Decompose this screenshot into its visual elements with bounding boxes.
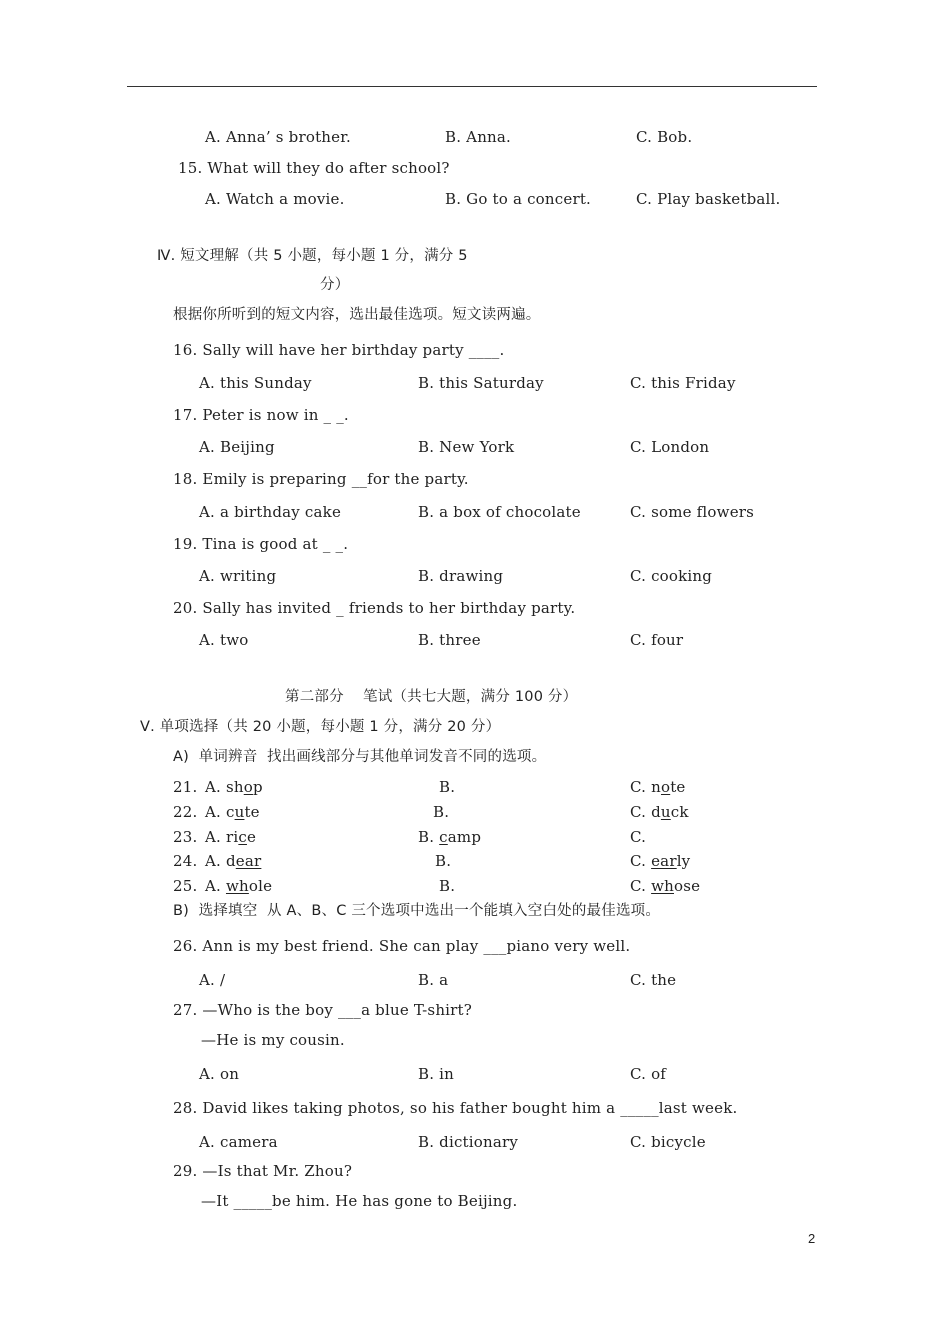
- q25-option-c: C. whose: [630, 877, 701, 895]
- q22-option-b: B.: [433, 803, 450, 821]
- q24-option-a: A. dear: [205, 852, 262, 870]
- page-number: 2: [808, 1231, 816, 1246]
- q25-option-b: B.: [439, 877, 456, 895]
- q27-option-c: C. of: [630, 1065, 667, 1083]
- q21-option-b: B.: [439, 778, 456, 796]
- q17-option-c: C. London: [630, 438, 710, 456]
- section-4-title-cont: 分）: [320, 277, 350, 293]
- q21-option-c: C. note: [630, 778, 686, 796]
- q21-option-a: A. shop: [205, 778, 263, 796]
- q16-stem: 16. Sally will have her birthday party ____.: [173, 341, 505, 359]
- q21-c-underlined: o: [660, 778, 671, 796]
- q19-option-c: C. cooking: [630, 567, 713, 585]
- q24-c-underlined: ear: [651, 852, 677, 870]
- q24-option-c: C. early: [630, 852, 691, 870]
- q23-option-c: C.: [630, 828, 647, 846]
- q16-option-c: C. this Friday: [630, 374, 736, 392]
- q27-option-b: B. in: [418, 1065, 455, 1083]
- q29-stem: 29. —Is that Mr. Zhou?: [173, 1162, 353, 1180]
- q27-option-a: A. on: [199, 1065, 240, 1083]
- q23-b-underlined: c: [439, 828, 448, 846]
- q15-stem: 15. What will they do after school?: [178, 159, 450, 177]
- q24-num: 24.: [173, 852, 198, 870]
- q17-option-b: B. New York: [418, 438, 515, 456]
- q18-stem: 18. Emily is preparing __for the party.: [173, 470, 469, 488]
- q24-a-underlined: ear: [235, 852, 262, 870]
- q26-stem: 26. Ann is my best friend. She can play ___piano very well.: [173, 937, 631, 955]
- q26-option-b: B. a: [418, 971, 449, 989]
- q15-option-c: C. Play basketball.: [636, 190, 781, 208]
- q28-stem: 28. David likes taking photos, so his father bought him a _____last week.: [173, 1099, 738, 1117]
- q26-option-c: C. the: [630, 971, 677, 989]
- section-b-title: B) 选择填空 从 A、B、C 三个选项中选出一个能填入空白处的最佳选项。: [173, 903, 661, 919]
- q20-option-a: A. two: [199, 631, 249, 649]
- q23-a-underlined: c: [238, 828, 247, 846]
- q23-num: 23.: [173, 828, 198, 846]
- section-5-title: Ⅴ. 单项选择（共 20 小题，每小题 1 分，满分 20 分）: [140, 719, 501, 735]
- part-2-title: 第二部分 笔试（共七大题，满分 100 分）: [285, 689, 578, 705]
- q28-option-c: C. bicycle: [630, 1133, 706, 1151]
- q22-c-underlined: u: [660, 803, 671, 821]
- q22-option-a: A. cute: [205, 803, 260, 821]
- header-rule: [127, 86, 817, 87]
- q23-option-a: A. rice: [205, 828, 257, 846]
- q14-option-a: A. Anna’ s brother.: [205, 128, 351, 146]
- q22-a-underlined: u: [234, 803, 245, 821]
- q26-option-a: A. /: [199, 971, 226, 989]
- q27-stem: 27. —Who is the boy ___a blue T-shirt?: [173, 1001, 473, 1019]
- q25-c-underlined: wh: [651, 877, 674, 895]
- q14-option-b: B. Anna.: [445, 128, 512, 146]
- q20-stem: 20. Sally has invited _ friends to her birthday party.: [173, 599, 576, 617]
- section-4-title: Ⅳ. 短文理解（共 5 小题，每小题 1 分，满分 5: [157, 248, 468, 264]
- q25-num: 25.: [173, 877, 198, 895]
- q18-option-c: C. some flowers: [630, 503, 755, 521]
- q29-response: —It _____be him. He has gone to Beijing.: [201, 1192, 518, 1210]
- q15-option-a: A. Watch a movie.: [205, 190, 345, 208]
- q21-a-underlined: o: [243, 778, 253, 796]
- q25-a-underlined: wh: [225, 877, 249, 895]
- q16-option-b: B. this Saturday: [418, 374, 544, 392]
- q22-num: 22.: [173, 803, 198, 821]
- q24-option-b: B.: [435, 852, 452, 870]
- q14-option-c: C. Bob.: [636, 128, 693, 146]
- q22-option-c: C. duck: [630, 803, 689, 821]
- q19-stem: 19. Tina is good at _ _.: [173, 535, 349, 553]
- q23-option-b: B. camp: [418, 828, 482, 846]
- q17-stem: 17. Peter is now in _ _.: [173, 406, 349, 424]
- q28-option-a: A. camera: [199, 1133, 278, 1151]
- section-4-instructions: 根据你所听到的短文内容，选出最佳选项。短文读两遍。: [173, 307, 541, 323]
- q27-response: —He is my cousin.: [201, 1031, 345, 1049]
- q25-option-a: A. whole: [205, 877, 273, 895]
- q20-option-b: B. three: [418, 631, 481, 649]
- q15-option-b: B. Go to a concert.: [445, 190, 592, 208]
- q18-option-b: B. a box of chocolate: [418, 503, 581, 521]
- q19-option-b: B. drawing: [418, 567, 504, 585]
- q20-option-c: C. four: [630, 631, 684, 649]
- q16-option-a: A. this Sunday: [199, 374, 312, 392]
- q18-option-a: A. a birthday cake: [199, 503, 342, 521]
- section-a-title: A) 单词辨音 找出画线部分与其他单词发音不同的选项。: [173, 749, 547, 765]
- q28-option-b: B. dictionary: [418, 1133, 519, 1151]
- q21-num: 21.: [173, 778, 198, 796]
- q17-option-a: A. Beijing: [199, 438, 275, 456]
- q19-option-a: A. writing: [199, 567, 277, 585]
